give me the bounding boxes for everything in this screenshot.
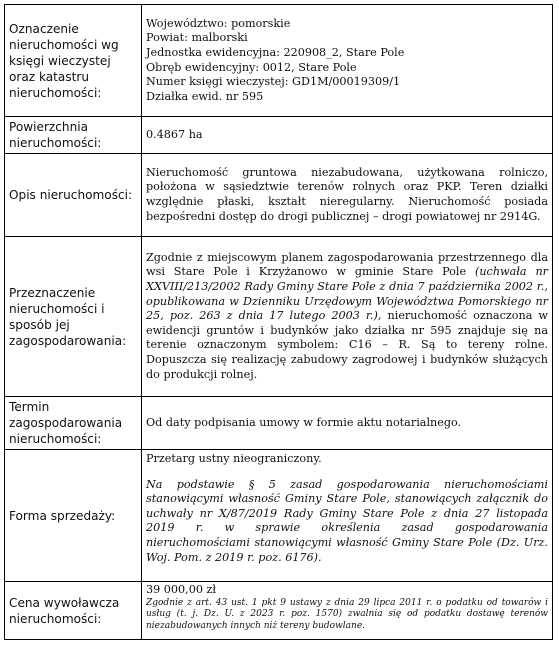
row-label-przeznaczenie: Przeznaczenie nieruchomości i sposób jej zagospodarowania: bbox=[5, 237, 142, 397]
row-label-oznaczenie: Oznaczenie nieruchomości wg księgi wieczystej oraz katastru nieruchomości: bbox=[5, 5, 142, 117]
zoning-text-part-2: nieruchomość oznaczona w ewidencji gruntów i budynków jako działka nr 595 znajduje się na terenie oznaczonym symbolem: C16 – R. Są to tereny rolne. Dopuszcza się realizację zabudowy zagrodowej i budynków służących do produkcji rolnej. bbox=[146, 309, 548, 381]
row-value-termin: Od daty podpisania umowy w formie aktu notarialnego. bbox=[142, 397, 553, 450]
table-row bbox=[5, 582, 553, 640]
voivodeship-line: Województwo: pomorskie bbox=[146, 16, 291, 30]
row-value-przeznaczenie bbox=[142, 237, 553, 397]
plot-number-line: Działka ewid. nr 595 bbox=[146, 89, 264, 103]
table-row bbox=[5, 237, 553, 397]
row-value-powierzchnia: 0.4867 ha bbox=[142, 117, 553, 154]
row-value-forma bbox=[142, 450, 553, 582]
row-label-powierzchnia: Powierzchnia nieruchomości: bbox=[5, 117, 142, 154]
row-value-oznaczenie bbox=[142, 5, 553, 117]
table-row bbox=[5, 154, 553, 237]
table-row bbox=[5, 5, 553, 117]
table-row bbox=[5, 397, 553, 450]
zoning-text-part-1: Zgodnie z miejscowym planem zagospodarowania przestrzennego dla wsi Stare Pole i Krzyżanowo w gminie Stare Pole bbox=[146, 250, 548, 279]
vat-exemption-note: Zgodnie z art. 43 ust. 1 pkt 9 ustawy z dnia 29 lipca 2011 r. o podatku od towarów i usług (t. j. Dz. U. z 2023 r. poz. 1570) zwalnia się od podatku dostawę terenów niezabudowanych innych niż tereny budowlane. bbox=[146, 597, 548, 631]
property-info-table bbox=[4, 4, 553, 640]
row-label-forma: Forma sprzedaży: bbox=[5, 450, 142, 582]
starting-price: 39 000,00 zł bbox=[146, 583, 217, 596]
row-label-cena: Cena wywoławcza nieruchomości: bbox=[5, 582, 142, 640]
sale-form-legal-note: Na podstawie § 5 zasad gospodarowania nieruchomościami stanowiącymi własność Gminy Stare Pole, stanowiących załącznik do uchwały nr X/87/2019 Rady Gminy Stare Pole z dnia 27 listopada 2019 r. w sprawie określenia zasad gospodarowania nieruchomościami stanowiącymi własność Gminy Stare Pole (Dz. Urz. Woj. Pom. z 2019 r. poz. 6176). bbox=[146, 477, 548, 564]
row-value-cena bbox=[142, 582, 553, 640]
county-line: Powiat: malborski bbox=[146, 31, 248, 45]
table-row bbox=[5, 450, 553, 582]
row-label-opis: Opis nieruchomości: bbox=[5, 154, 142, 237]
sale-form-text: Przetarg ustny nieograniczony. bbox=[146, 452, 322, 465]
zoning-resolution-citation: (uchwała nr XXVIII/213/2002 Rady Gminy Stare Pole z dnia 7 października 2002 r., opublikowana w Dzienniku Urzędowym Województwa Pomorskiego nr 25, poz. 263 z dnia 17 lutego 2003 r.), bbox=[146, 265, 548, 323]
row-label-termin: Termin zagospodarowania nieruchomości: bbox=[5, 397, 142, 450]
land-register-number-line: Numer księgi wieczystej: GD1M/00019309/1 bbox=[146, 75, 401, 89]
row-value-opis: Nieruchomość gruntowa niezabudowana, użytkowana rolniczo, położona w sąsiedztwie terenów rolnych oraz PKP. Teren działki względnie płaski, kształt nieregularny. Nieruchomość posiada bezpośredni dostęp do drogi publicznej – drogi powiatowej nr 2914G. bbox=[142, 154, 553, 237]
registry-unit-line: Jednostka ewidencyjna: 220908_2, Stare Pole bbox=[146, 45, 405, 59]
table-row bbox=[5, 117, 553, 154]
precinct-line: Obręb ewidencyjny: 0012, Stare Pole bbox=[146, 60, 357, 74]
